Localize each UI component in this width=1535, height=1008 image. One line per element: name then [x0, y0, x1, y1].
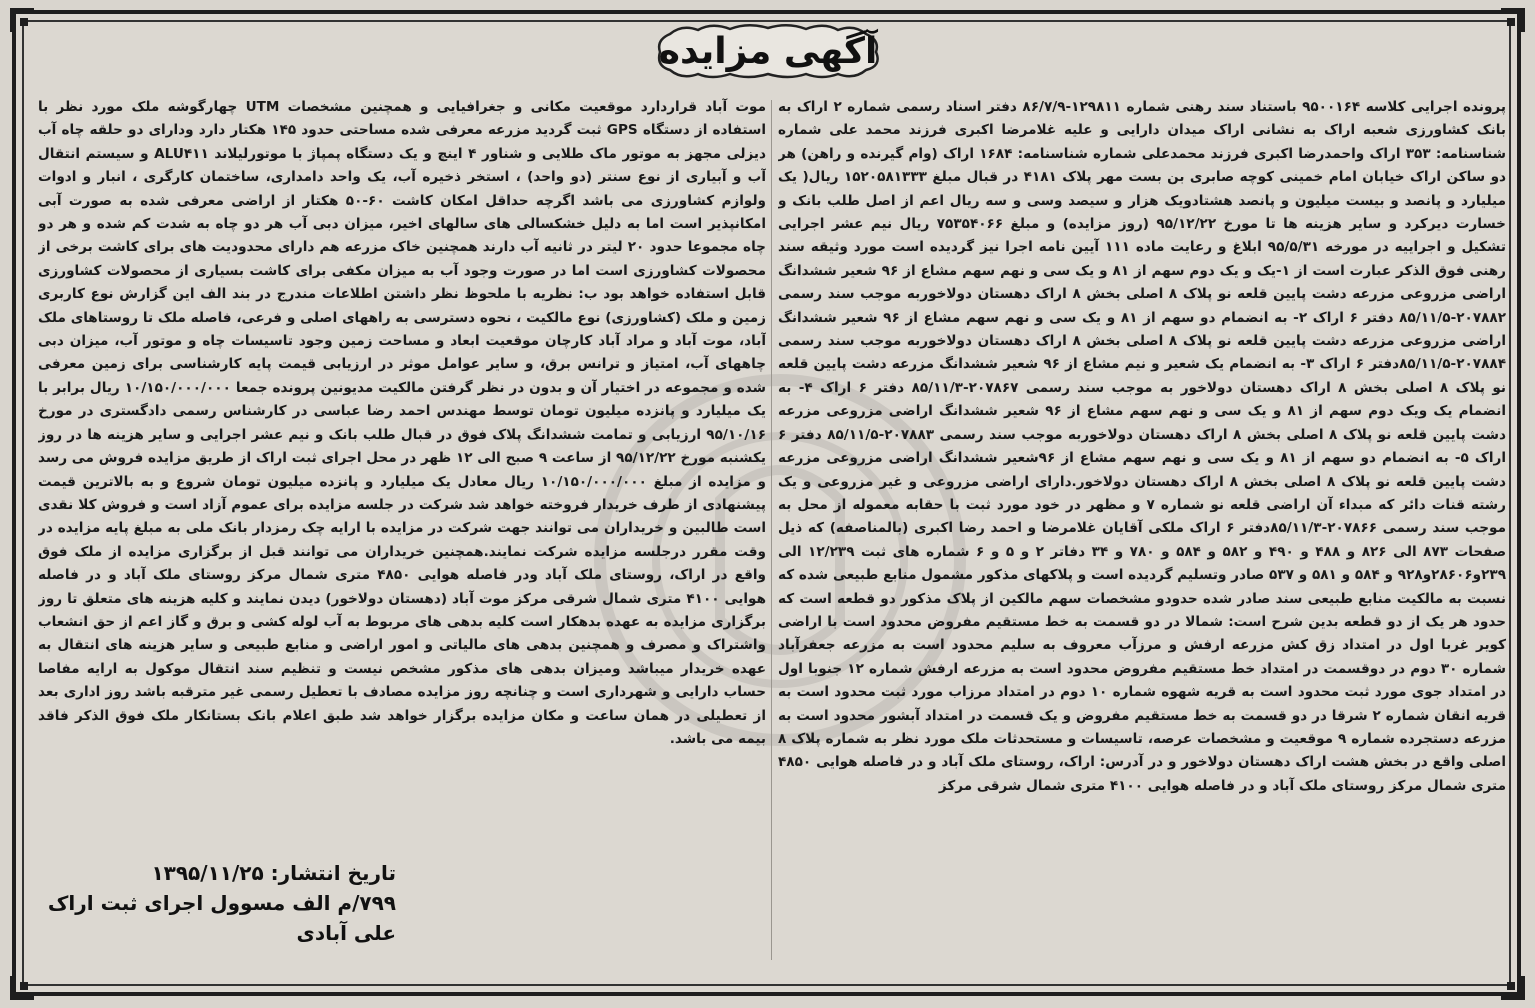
notice-text-column-left: موت آباد قراردارد موقعیت مکانی و جغرافیایی و همچنین مشخصات UTM چهارگوشه ملک مورد نظر با استفاده از دستگاه GPS ثبت گردید مزرعه معرفی شده مساحتی حدود ۱۴۵ هکتار دارد ودارای دو حلقه چاه آب دیزلی مجهز به موتور ماک طلایی و شناور ۴ اینچ و یک دستگاه پمپاژ با موتورلیلاند ALU۴۱۱ و سیستم انتقال آب و آبیاری از نوع سنتر (دو واحد) ، استخر ذخیره آب، یک واحد دامداری، ساختمان کارگری ، انبار و ادوات ولوازم کشاورزی می باشد اگرچه حداقل امکان کاشت ۶۰-۵۰ هکتار از اراضی معرفی شده به صورت آبی امکانپذیر است اما به دلیل خشکسالی های سالهای اخیر، میزان دبی آب هر دو چاه به شدت کم شده و هر دو چاه مجموعا حدود ۲۰ لیتر در ثانیه آب دارند همچنین خاک مزرعه هم دارای محدودیت های برای کاشت برخی از محصولات کشاورزی است اما در صورت وجود آب به میزان مکفی برای کاشت بسیاری از محصولات کشاورزی قابل استفاده خواهد بود ب: نظریه با ملحوظ نظر داشتن اطلاعات مندرج در بند الف این گزارش نوع کاربری زمین و ملک (کشاورزی) نوع مالکیت ، نحوه دسترسی به راههای اصلی و فرعی، فاصله ملک تا روستاهای ملک آباد، موت آباد و مراد آباد کارچان موقعیت ابعاد و مساحت زمین وجود تاسیسات چاه و موتور آب، میزان دبی چاههای آب، امتیاز و ترانس برق، و سایر عوامل موثر در ارزیابی قیمت پایه کارشناسی برای زمین معرفی شده و مجموعه در اختیار آن و بدون در نظر گرفتن مالکیت مدیونین پرونده جمعا ۱۰/۱۵۰/۰۰۰/۰۰۰ ریال برابر با یک میلیارد و پانزده میلیون تومان توسط مهندس احمد رضا عباسی در کارشناس رسمی دادگستری در مورخ ۹۵/۱۰/۱۶ ارزیابی و تمامت ششدانگ پلاک فوق در قبال طلب بانک و نیم عشر اجرایی و سایر هزینه ها در روز یکشنبه مورخ ۹۵/۱۲/۲۲ از ساعت ۹ صبح الی ۱۲ ظهر در محل اجرای ثبت اراک از طریق مزایده فروش می رسد و مزایده از مبلغ ۱۰/۱۵۰/۰۰۰/۰۰۰ ریال معادل یک میلیارد و پانزده میلیون تومان شروع و به بالاترین قیمت پیشنهادی از طرف خریدار فروخته خواهد شد شرکت در جلسه مزایده برای عموم آزاد است و فروش کلا نقدی است طالبین و خریداران می توانند جهت شرکت در مزایده با ارایه چک رمزدار بانک ملی به مبلغ پایه مزایده در وقت مقرر درجلسه مزایده شرکت نمایند.همچنین خریداران می توانند قبل از برگزاری مزایده از ملک فوق واقع در اراک، روستای ملک آباد ودر فاصله هوایی ۴۸۵۰ متری شمال مرکز روستای ملک آباد و در فاصله هوایی ۴۱۰۰ متری شمال شرقی مرکز موت آباد (دهستان دولاخور) دیدن نمایند و کلیه هزینه های متعلق تا روز برگزاری مزایده به عهده بدهکار است کلیه بدهی های مربوط به آب لوله کشی و برق و گاز اعم از حق انشعاب واشتراک و مصرف و همچنین بدهی های مالیاتی و امور اراضی و منابع طبیعی و سایر هزینه های انتقال به عهده خریدار میباشد ومیزان بدهی های مذکور مشخص نیست و تنظیم سند انتقال موکول به ارایه مفاصا حساب دارایی و شهرداری است و چنانچه روز مزایده مصادف با تعطیل رسمی غیر مترقبه باشد روز اداری بعد از تعطیلی در همان ساعت و مکان مزایده برگزار خواهد شد طبق اعلام بانک بستانکار ملک فوق الذکر فاقد بیمه می باشد.: [38, 99, 766, 747]
signature-name: علی آبادی: [296, 921, 396, 945]
signature-block: [36, 858, 396, 948]
column-divider: [771, 100, 772, 960]
notice-text-column-right: پرونده اجرایی کلاسه ۹۵۰۰۱۶۴ باستناد سند رهنی شماره ۱۲۹۸۱۱-۸۶/۷/۹ دفتر اسناد رسمی شماره ۲ اراک به بانک کشاورزی شعبه اراک به نشانی اراک میدان دارایی و علیه غلامرضا اکبری فرزند محمد علی شماره شناسنامه: ۳۵۳ اراک واحمدرضا اکبری فرزند محمدعلی شماره شناسنامه: ۱۶۸۴ اراک (وام گیرنده و راهن) هر دو ساکن اراک خیابان امام خمینی کوچه صابری بن بست مهر پلاک ۴۱۸۱ در قبال مبلغ ۱۵۲۰۵۸۱۳۳۳ ریال( یک میلیارد و پانصد و بیست میلیون و پانصد هشتادویک هزار و سیصد وسی و سه ریال اعم از اصل طلب بانک و خسارت دیرکرد و سایر هزینه ها تا مورخ ۹۵/۱۲/۲۲ (روز مزایده) و مبلغ ۷۵۳۵۴۰۶۶ ریال نیم عشر اجرایی تشکیل و اجراییه در مورخه ۹۵/۵/۳۱ ابلاغ و رعایت ماده ۱۱۱ آیین نامه اجرا نیز گردیده است مورد وثیقه سند رهنی فوق الذکر عبارت است از ۱-یک و یک دوم سهم از ۸۱ و یک سی و نهم سهم مشاع از ۹۶ شعیر ششدانگ اراضی مزروعی مزرعه دشت پایین قلعه نو پلاک ۸ اصلی بخش ۸ اراک دهستان دولاخوربه موجب سند رسمی ۲۰۷۸۸۲-۸۵/۱۱/۵ دفتر ۶ اراک ۲- به انضمام دو سهم از ۸۱ و یک سی و نهم سهم مشاع از ۹۶ شعیر ششدانگ اراضی مزروعی مزرعه دشت پایین قلعه نو پلاک ۸ اصلی بخش ۸ اراک دهستان دولاخوربه موجب سند رسمی ۲۰۷۸۸۴-۸۵/۱۱/۵دفتر ۶ اراک ۳- به انضمام یک شعیر و نیم مشاع از ۹۶ شعیر ششدانگ مزرعه دشت پایین قلعه نو پلاک ۸ اصلی بخش ۸ اراک دهستان دولاخور به موجب سند رسمی ۲۰۷۸۶۷-۸۵/۱۱/۳ دفتر ۶ اراک ۴- به انضمام یک ویک دوم سهم از ۸۱ و یک سی و نهم سهم مشاع از ۹۶ شعیر ششدانگ اراضی مزروعی مزرعه دشت پایین قلعه نو پلاک ۸ اصلی بخش ۸ اراک دهستان دولاخوربه موجب سند رسمی ۲۰۷۸۸۳-۸۵/۱۱/۵ دفتر ۶ اراک ۵- به انضمام دو سهم از ۸۱ و یک سی و نهم سهم مشاع از ۹۶شعیر ششدانگ اراضی مزروعی مزرعه دشت پایین قلعه نو پلاک ۸ اصلی بخش ۸ اراک دهستان دولاخور.دارای اراضی مزروعی و غیر مزروعی و یک رشته قنات دائر که مبداء آن اراضی قلعه نو شماره ۷ و مظهر در خود مورد ثبت با حقابه معموله از محل به موجب سند رسمی ۲۰۷۸۶۶-۸۵/۱۱/۳دفتر ۶ اراک ملکی آقایان غلامرضا و احمد رضا اکبری (بالمناصفه) که ذیل صفحات ۸۷۳ الی ۸۲۶ و ۴۸۸ و ۴۹۰ و ۵۸۲ و ۵۸۴ و ۷۸۰ و ۳۴ دفاتر ۲ و ۵ و ۶ شماره های ثبت ۱۲/۲۳۹ الی ۲۳۹و۲۸۶۰۶و۹۲۸ و ۵۸۴ و ۵۸۱ و ۵۳۷ صادر وتسلیم گردیده است و پلاکهای مذکور مشمول منابع طبیعی شده که نسبت به مالکیت منابع طبیعی سند صادر شده حدودو مشخصات سهم مالکین از پلاک مذکور دو قطعه است که حدود هر یک از دو قطعه بدین شرح است: شمالا در دو قسمت به خط مستقیم مفروض محدود است با اراضی کویر غربا اول در امتداد زق کش مزرعه ارفش و مرزآب معروف به سلیم محدود است به مزرعه جعفرآباد شماره ۳۰ دوم در دوقسمت در امتداد خط مستقیم مفروض محدود است به مزرعه ارفش شماره ۱۲ جنوبا اول در امتداد جوی مورد ثبت محدود است به قریه شهوه شماره ۱۰ دوم در امتداد مرزاب مورد ثبت محدود است به قریه انقان شماره ۲ شرقا در دو قسمت به خط مستقیم مفروض و یک قسمت در امتداد آبشور محدود است به مزرعه دستجرده شماره ۹ موقعیت و مشخصات عرصه، تاسیسات و مستحدثات ملک مورد نظر به شماره پلاک ۸ اصلی واقع در بخش هشت اراک دهستان دولاخور و در آدرس: اراک، روستای ملک آباد و در فاصله هوایی ۴۸۵۰ متری شمال مرکز روستای ملک آباد و در فاصله هوایی ۴۱۰۰ متری شمال شرقی مرکز: [778, 99, 1506, 794]
corner-ornament-icon: [1499, 974, 1527, 1002]
corner-ornament-icon: [1499, 6, 1527, 34]
title-banner: [652, 22, 884, 80]
corner-ornament-icon: [8, 974, 36, 1002]
signature-office: ۷۹۹/م الف مسوول اجرای ثبت اراک: [47, 891, 396, 915]
notice-title: آگهی مزایده: [658, 30, 878, 72]
corner-ornament-icon: [8, 6, 36, 34]
publish-date: تاریخ انتشار: ۱۳۹۵/۱۱/۲۵: [151, 861, 396, 885]
